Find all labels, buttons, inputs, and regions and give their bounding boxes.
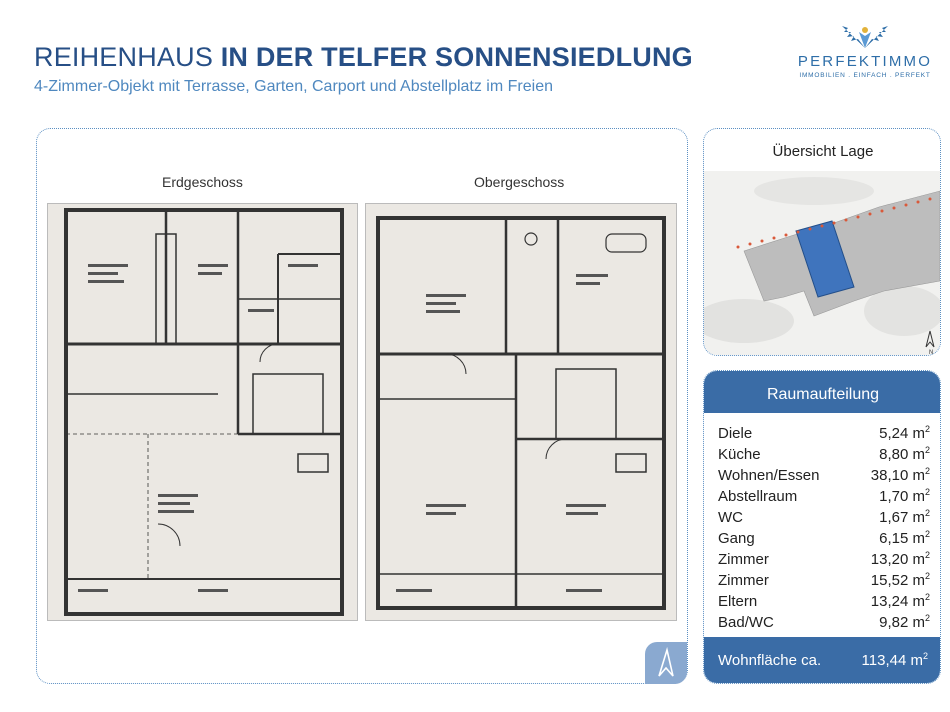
lage-panel: [703, 128, 941, 356]
page-subtitle: 4-Zimmer-Objekt mit Terrasse, Garten, Carport und Abstellplatz im Freien: [34, 78, 553, 95]
title-normal: REIHENHAUS: [34, 42, 214, 72]
total-area-label: Wohnfläche ca.: [718, 651, 822, 669]
room-row: [718, 486, 930, 507]
raumaufteilung-panel: [703, 370, 941, 684]
site-map: [704, 171, 940, 355]
logo-name: PERFEKTIMMO: [797, 53, 933, 70]
room-name: WC: [718, 509, 743, 526]
bird-logo-icon: [838, 22, 892, 50]
north-arrow-icon: [645, 642, 687, 684]
room-area: 5,24 $m^2$: [879, 424, 930, 442]
room-area: 38,10 $m^2$: [870, 466, 930, 484]
room-name: Eltern: [718, 593, 758, 610]
room-area: 15,52 $m^2$: [870, 571, 930, 589]
room-row: [718, 465, 930, 486]
room-area: 9,82 $m^2$: [879, 613, 930, 631]
room-name: Wohnen/Essen: [718, 467, 820, 484]
room-row: [718, 444, 930, 465]
room-area: 1,67 $m^2$: [879, 508, 930, 526]
room-name: Abstellraum: [718, 488, 798, 505]
floorplan-heading-erdgeschoss: Erdgeschoss: [162, 174, 243, 190]
total-area-bar: [704, 637, 941, 683]
room-area: 13,20 $m^2$: [870, 550, 930, 568]
total-area-value: 113,44 $m^2$: [861, 650, 928, 669]
north-arrow-badge: [645, 642, 687, 684]
perfektimmo-logo: [790, 22, 940, 82]
page-title: [34, 42, 693, 73]
room-name: Diele: [718, 425, 753, 442]
room-row: [718, 591, 930, 612]
floorplan-heading-obergeschoss: Obergeschoss: [474, 174, 565, 190]
map-north-label: N: [929, 350, 934, 355]
room-area: 6,15 $m^2$: [879, 529, 930, 547]
room-row: [718, 612, 930, 633]
room-area: 13,24 $m^2$: [870, 592, 930, 610]
room-row: [718, 549, 930, 570]
room-name: Bad/WC: [718, 614, 774, 631]
room-name: Zimmer: [718, 572, 769, 589]
floorplan-obergeschoss-image: [365, 203, 677, 621]
room-row: [718, 507, 930, 528]
room-row: [718, 423, 930, 444]
room-area: 1,70 $m^2$: [879, 487, 930, 505]
room-name: Zimmer: [718, 551, 769, 568]
raumaufteilung-title: Raumaufteilung: [704, 371, 941, 413]
lage-title: Übersicht Lage: [772, 143, 874, 160]
room-row: [718, 570, 930, 591]
room-area: 8,80 $m^2$: [879, 445, 930, 463]
room-list: [718, 423, 930, 633]
room-name: Gang: [718, 530, 755, 547]
room-row: [718, 528, 930, 549]
floorplan-erdgeschoss-image: [47, 203, 358, 621]
title-bold: IN DER TELFER SONNENSIEDLUNG: [220, 42, 693, 72]
room-name: Küche: [718, 446, 761, 463]
logo-tagline: IMMOBILIEN . EINFACH . PERFEKT: [799, 72, 931, 79]
